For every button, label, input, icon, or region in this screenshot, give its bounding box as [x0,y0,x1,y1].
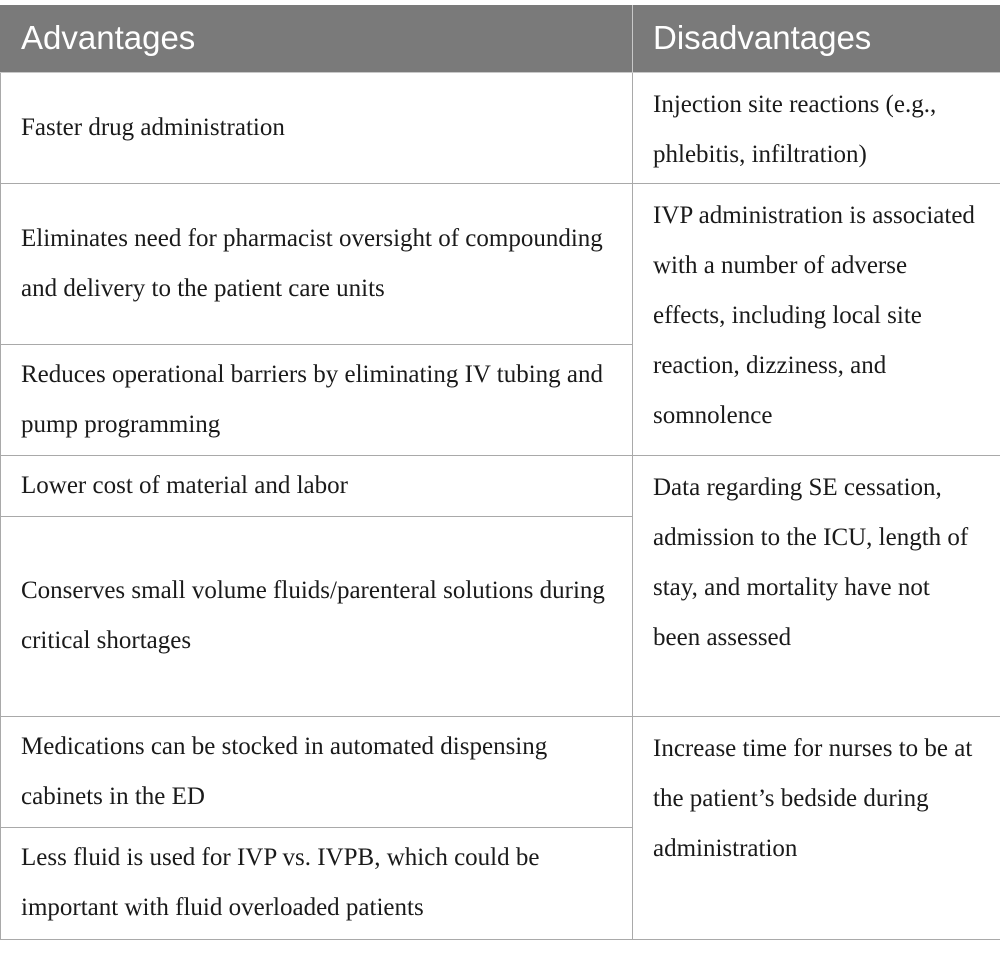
disadvantage-cell: Injection site reactions (e.g., phlebitis, infiltration) [633,72,1000,183]
disadvantage-cell: IVP administration is associated with a number of adverse effects, including local site reaction, dizziness, and somnolence [633,183,1000,455]
table-header-row [1,5,1000,72]
disadvantage-cell: Increase time for nurses to be at the patient’s bedside during administration [633,716,1000,939]
table-row [1,716,1000,827]
advantage-cell: Faster drug administration [1,72,633,183]
table-row [1,455,1000,516]
advantage-cell: Eliminates need for pharmacist oversight of compounding and delivery to the patient care units [1,183,633,344]
advantage-cell: Lower cost of material and labor [1,455,633,516]
advantage-cell: Less fluid is used for IVP vs. IVPB, which could be important with fluid overloaded patients [1,827,633,939]
table-row [1,183,1000,344]
header-disadvantages: Disadvantages [633,5,1000,72]
advantages-disadvantages-table [0,5,1000,940]
advantage-cell: Reduces operational barriers by eliminating IV tubing and pump programming [1,344,633,455]
disadvantage-cell: Data regarding SE cessation, admission to the ICU, length of stay, and mortality have not been assessed [633,455,1000,716]
table-row [1,72,1000,183]
advantage-cell: Conserves small volume fluids/parenteral solutions during critical shortages [1,516,633,716]
advantage-cell: Medications can be stocked in automated dispensing cabinets in the ED [1,716,633,827]
header-advantages: Advantages [1,5,633,72]
